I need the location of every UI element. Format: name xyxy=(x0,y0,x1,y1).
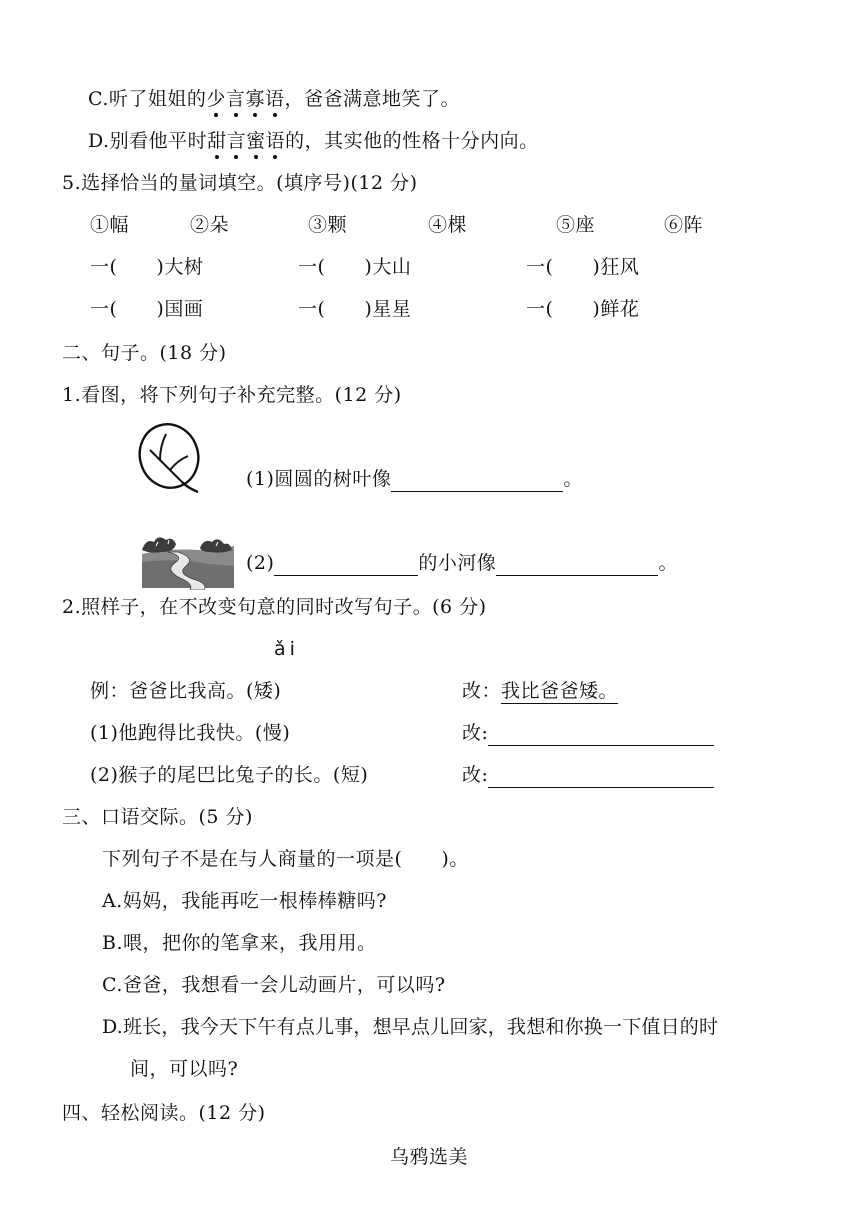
q4-d-before: D.别看他平时 xyxy=(88,130,208,152)
section-2-title: 二、句子。(18 分) xyxy=(62,342,227,364)
s2-q1-title: 1.看图，将下列句子补充完整。(12 分) xyxy=(62,384,402,406)
q5-title: 5.选择恰当的量词填空。(填序号)(12 分) xyxy=(62,172,418,194)
q4-d-idiom-char-4: 语 xyxy=(266,130,286,152)
q5-row1-item-1[interactable]: 一( )大树 xyxy=(90,256,204,278)
rewrite-answer-1 xyxy=(462,720,714,746)
s2-q1-s1-end: 。 xyxy=(563,468,583,490)
q4-option-c xyxy=(88,86,460,112)
q5-option-2: ②朵 xyxy=(190,214,230,236)
example-answer-label: 改： xyxy=(462,680,502,702)
example-answer xyxy=(462,678,618,704)
rewrite-answer-2-label: 改: xyxy=(462,764,489,786)
s3-option-d-line-1[interactable]: D.班长，我今天下午有点儿事，想早点儿回家，我想和你换一下值日的时 xyxy=(102,1016,719,1038)
example-answer-text: 我比爸爸矮。 xyxy=(501,680,619,702)
s3-option-b[interactable]: B.喂，把你的笔拿来，我用用。 xyxy=(102,932,377,954)
q5-row1-item-2[interactable]: 一( )大山 xyxy=(298,256,412,278)
story-title: 乌鸦选美 xyxy=(390,1146,469,1168)
q4-c-after: ，爸爸满意地笑了。 xyxy=(284,88,460,110)
q5-row2-item-2[interactable]: 一( )星星 xyxy=(298,298,412,320)
s2-q1-s1-blank[interactable] xyxy=(391,471,563,492)
q4-c-idiom-char-2: 言 xyxy=(226,88,246,110)
s2-q1-sentence-2 xyxy=(246,550,678,576)
s2-q1-s2-text-b: 的小河像 xyxy=(418,552,497,574)
q5-row1-item-3[interactable]: 一( )狂风 xyxy=(526,256,640,278)
example-sentence: 例：爸爸比我高。(矮) xyxy=(90,680,282,702)
q4-d-idiom-char-3: 蜜 xyxy=(246,130,266,152)
river-drawing xyxy=(138,528,236,590)
rewrite-answer-2-blank[interactable] xyxy=(488,767,714,788)
section-4-title: 四、轻松阅读。(12 分) xyxy=(62,1102,266,1124)
rewrite-answer-2 xyxy=(462,762,714,788)
s2-q1-s2-end: 。 xyxy=(658,552,678,574)
rewrite-answer-1-blank[interactable] xyxy=(488,725,714,746)
q4-option-d xyxy=(88,128,539,154)
leaf-drawing xyxy=(136,420,206,496)
section-3-title: 三、口语交际。(5 分) xyxy=(62,806,253,828)
q4-d-idiom-char-2: 言 xyxy=(227,130,247,152)
q4-c-idiom-char-3: 寡 xyxy=(245,88,265,110)
s3-option-d-line-2[interactable]: 间，可以吗? xyxy=(130,1058,239,1080)
s3-option-c[interactable]: C.爸爸，我想看一会儿动画片，可以吗? xyxy=(102,974,446,996)
s2-q1-s1-text: (1)圆圆的树叶像 xyxy=(246,468,392,490)
s2-q1-s2-blank-1[interactable] xyxy=(274,555,418,576)
q4-d-idiom-char-1: 甜 xyxy=(207,130,227,152)
q4-d-after: 的，其实他的性格十分内向。 xyxy=(285,130,539,152)
q4-c-idiom-char-1: 少 xyxy=(206,88,226,110)
q4-c-idiom-char-4: 语 xyxy=(265,88,285,110)
q5-option-3: ③颗 xyxy=(308,214,348,236)
rewrite-sentence-2: (2)猴子的尾巴比兔子的长。(短) xyxy=(90,764,369,786)
q5-row2-item-3[interactable]: 一( )鲜花 xyxy=(526,298,640,320)
rewrite-answer-1-label: 改: xyxy=(462,722,489,744)
q5-option-4: ④棵 xyxy=(428,214,468,236)
s3-question: 下列句子不是在与人商量的一项是( )。 xyxy=(102,848,469,870)
s2-q2-title: 2.照样子，在不改变句意的同时改写句子。(6 分) xyxy=(62,596,487,618)
q5-option-5: ⑤座 xyxy=(556,214,596,236)
s2-q1-s2-text-a: (2) xyxy=(246,552,275,574)
s3-option-a[interactable]: A.妈妈，我能再吃一根棒棒糖吗? xyxy=(102,890,387,912)
rewrite-sentence-1: (1)他跑得比我快。(慢) xyxy=(90,722,291,744)
s2-q1-s2-blank-2[interactable] xyxy=(496,555,658,576)
pinyin-label: ǎi xyxy=(274,638,299,660)
q5-row2-item-1[interactable]: 一( )国画 xyxy=(90,298,204,320)
q5-option-6: ⑥阵 xyxy=(664,214,704,236)
s2-q1-sentence-1 xyxy=(246,466,583,492)
q4-c-before: C.听了姐姐的 xyxy=(88,88,207,110)
q5-option-1: ①幅 xyxy=(90,214,130,236)
